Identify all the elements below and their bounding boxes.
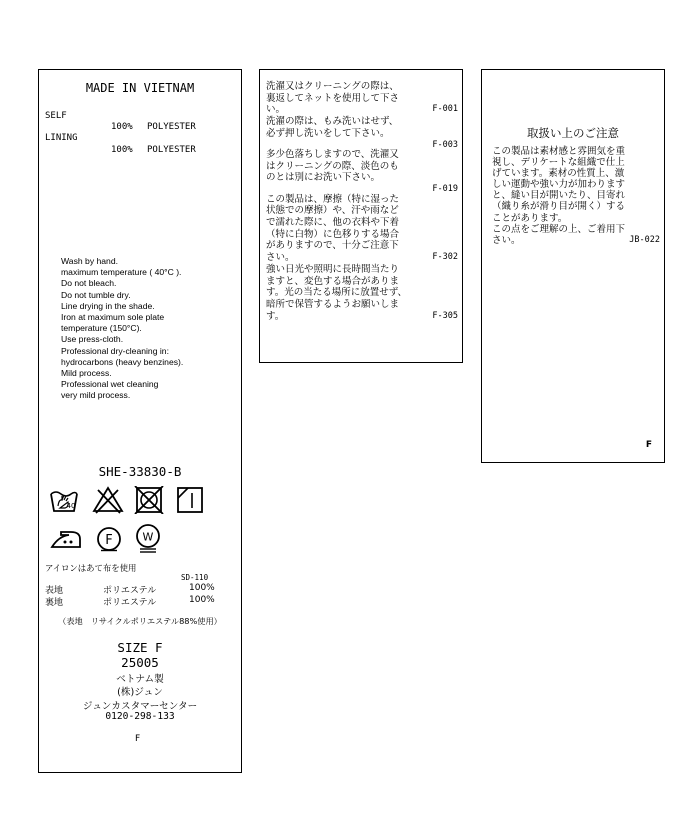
text-line bbox=[266, 172, 458, 184]
text-line bbox=[266, 116, 458, 128]
jp-fabric-percent-outer: 100% bbox=[189, 583, 215, 593]
text-line bbox=[492, 146, 660, 157]
jp-fabric-part-outer: 表地 bbox=[45, 586, 64, 596]
line-text: す。 bbox=[266, 310, 285, 322]
sd-code: SD-110 bbox=[181, 573, 209, 582]
notice-code: F-305 bbox=[432, 310, 458, 321]
line-text: 暗所で保管するようお願いしま bbox=[266, 298, 400, 310]
dry-clean-letter: F bbox=[105, 533, 113, 548]
product-code: SHE-33830-B bbox=[98, 464, 182, 479]
text-line bbox=[266, 217, 458, 229]
text-line bbox=[266, 194, 458, 206]
care-line: Do not bleach. bbox=[61, 278, 117, 289]
text-line bbox=[266, 184, 458, 194]
care-line: Do not tumble dry. bbox=[61, 289, 131, 300]
handling-caution-body bbox=[492, 146, 660, 246]
fabric-material-self: POLYESTER bbox=[147, 122, 196, 132]
text-line bbox=[492, 190, 660, 201]
line-text: はクリーニングの際、淡色のも bbox=[266, 160, 399, 172]
line-text: この製品は素材感と雰囲気を重 bbox=[492, 146, 626, 157]
line-text: す。光の当たる場所に放置せず、 bbox=[266, 287, 407, 299]
text-line bbox=[266, 311, 458, 323]
text-line bbox=[266, 205, 458, 217]
professional-wet-clean-w-icon bbox=[135, 524, 161, 554]
size-letter: F bbox=[135, 734, 141, 744]
jp-fabric-material-lining: ポリエステル bbox=[103, 598, 157, 608]
text-line bbox=[266, 104, 458, 116]
line-text: （特に白物）に色移りする場合 bbox=[266, 228, 400, 240]
care-line: Professional wet cleaning bbox=[61, 379, 159, 390]
care-line: Professional dry-cleaning in: bbox=[61, 345, 169, 356]
line-text: で濡れた際に、他の衣料や下着 bbox=[266, 217, 400, 229]
line-text: 視し、デリケートな組織で仕上 bbox=[492, 157, 625, 169]
line-text: この点をご理解の上、ご着用下 bbox=[492, 223, 626, 235]
care-label-washing-notes bbox=[259, 69, 463, 363]
care-line: Iron at maximum sole plate bbox=[61, 312, 165, 323]
line-dry-shade-icon bbox=[175, 486, 205, 514]
text-line bbox=[266, 93, 458, 105]
care-line: Use press-cloth. bbox=[61, 334, 124, 345]
care-line: maximum temperature ( 40°C ). bbox=[61, 267, 182, 278]
care-label-handling-caution bbox=[481, 69, 665, 463]
text-line bbox=[492, 157, 660, 168]
line-text: ことがあります。 bbox=[492, 212, 568, 224]
line-text: い。 bbox=[266, 104, 286, 116]
hand-wash-temp: 40 bbox=[66, 502, 76, 510]
iron-medium-icon bbox=[49, 528, 83, 550]
jp-fabric-material-outer: ポリエステル bbox=[103, 586, 157, 596]
phone-number: 0120-298-133 bbox=[105, 711, 175, 722]
line-text: しい運動や強い力が加わります bbox=[492, 179, 626, 191]
fabric-percent-self: 100% bbox=[111, 122, 133, 132]
care-line: very mild process. bbox=[61, 390, 131, 401]
text-line bbox=[266, 287, 458, 299]
line-text: （織り糸が滑り目が開く）する bbox=[492, 201, 626, 213]
size-letter: F bbox=[645, 440, 652, 450]
line-text: さい。 bbox=[266, 252, 295, 264]
text-line bbox=[266, 276, 458, 288]
line-text: 多少色落ちしますので、洗濯又 bbox=[266, 149, 399, 161]
text-line bbox=[266, 128, 458, 140]
text-line bbox=[492, 179, 660, 190]
fabric-material-lining: POLYESTER bbox=[147, 145, 196, 155]
care-line: hydrocarbons (heavy benzines). bbox=[61, 356, 184, 367]
text-line bbox=[266, 264, 458, 276]
text-line bbox=[266, 252, 458, 264]
wet-clean-letter: W bbox=[142, 530, 154, 544]
care-line: Line drying in the shade. bbox=[61, 300, 155, 311]
text-line bbox=[492, 201, 660, 212]
text-line bbox=[492, 168, 660, 179]
line-text: がありますので、十分ご注意下 bbox=[266, 240, 399, 252]
text-line bbox=[266, 149, 458, 161]
fabric-part-lining: LINING bbox=[45, 133, 78, 143]
notice-code: F-003 bbox=[432, 139, 458, 150]
text-line bbox=[492, 213, 660, 224]
line-text: げています。素材の性質上、激 bbox=[492, 168, 625, 180]
notice-code: F-302 bbox=[432, 252, 458, 263]
line-text: 強い日光や照明に長時間当たり bbox=[266, 263, 400, 275]
size-text: SIZE F bbox=[117, 640, 163, 655]
text-line bbox=[266, 229, 458, 241]
line-text: 裏返してネットを使用して下さ bbox=[266, 92, 400, 104]
line-text: と、縫い目が開いたり、目寄れ bbox=[492, 190, 626, 202]
care-line: Wash by hand. bbox=[61, 256, 119, 266]
text-line bbox=[492, 224, 660, 235]
iron-note: アイロンはあて布を使用 bbox=[45, 563, 137, 573]
line-text: さい。 bbox=[492, 234, 521, 246]
text-line bbox=[266, 240, 458, 252]
style-number: 25005 bbox=[121, 655, 159, 670]
fabric-percent-lining: 100% bbox=[111, 145, 133, 155]
line-text: この製品は、摩擦（特に湿った bbox=[266, 193, 400, 205]
customer-center: ジュンカスタマーセンター bbox=[82, 701, 198, 712]
line-text: 状態での摩擦）や、汗や雨など bbox=[266, 205, 399, 217]
notice-code: JB-022 bbox=[629, 234, 660, 245]
text-line bbox=[266, 81, 458, 93]
line-text: ますと、変色する場合がありま bbox=[266, 275, 400, 287]
do-not-tumble-dry-icon bbox=[134, 486, 164, 514]
care-line: temperature (150°C). bbox=[61, 323, 142, 334]
text-line bbox=[266, 140, 458, 150]
professional-dry-clean-f-icon bbox=[96, 526, 122, 552]
line-text: のとは別にお洗い下さい。 bbox=[266, 172, 381, 184]
made-in-text: MADE IN VIETNAM bbox=[85, 81, 195, 95]
fabric-part-self: SELF bbox=[45, 111, 67, 121]
text-line bbox=[266, 299, 458, 311]
washing-notes-body bbox=[266, 81, 458, 322]
jp-fabric-part-lining: 裏地 bbox=[45, 598, 64, 608]
notice-code: F-001 bbox=[432, 104, 458, 115]
text-line bbox=[266, 161, 458, 173]
country-of-origin-jp: ベトナム製 bbox=[116, 674, 164, 685]
company-name: (株)ジュン bbox=[117, 687, 163, 698]
do-not-bleach-icon bbox=[92, 486, 124, 514]
line-text: 必ず押し洗いをして下さい。 bbox=[266, 127, 390, 139]
care-instructions-english bbox=[61, 256, 239, 402]
care-label-main bbox=[38, 69, 242, 773]
line-text: 洗濯の際は、もみ洗いはせず、 bbox=[266, 116, 399, 128]
handling-caution-title: 取扱い上のご注意 bbox=[527, 126, 619, 140]
line-text: 洗濯又はクリーニングの際は、 bbox=[266, 81, 399, 92]
care-line: Mild process. bbox=[61, 368, 112, 379]
notice-code: F-019 bbox=[432, 184, 458, 195]
text-line bbox=[492, 235, 660, 246]
jp-fabric-percent-lining: 100% bbox=[189, 595, 215, 605]
recycle-note: （表地 リサイクルポリエステル88%使用） bbox=[58, 616, 222, 626]
hand-wash-40-icon bbox=[49, 486, 79, 514]
